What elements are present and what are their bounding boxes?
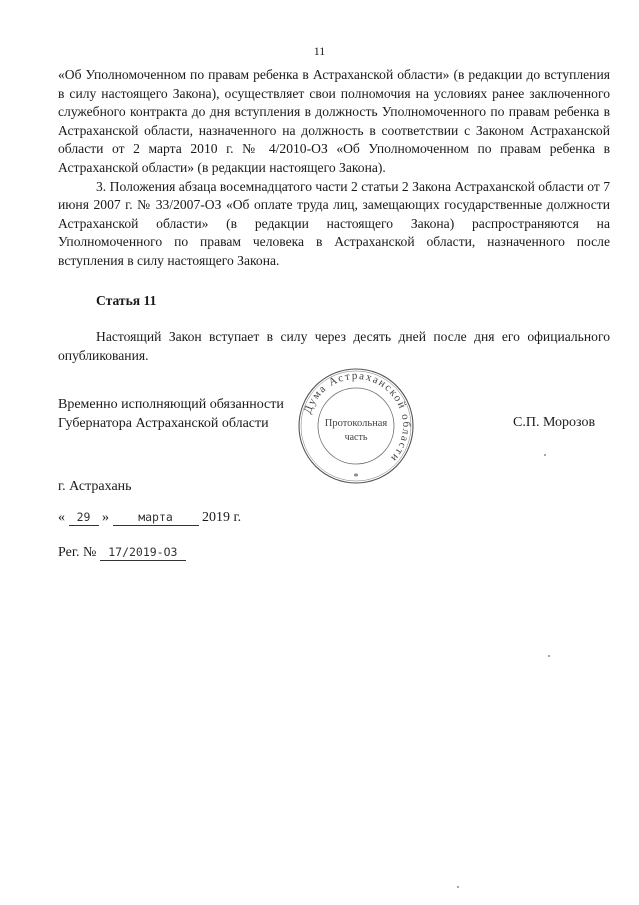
- signatory-position: [58, 396, 284, 433]
- signing-date: [58, 510, 241, 526]
- position-line-1: Временно исполняющий обязанности: [58, 397, 284, 412]
- paragraph-entry-into-force: Настоящий Закон вступает в силу через десять дней после дня его официального опубликования.: [58, 329, 610, 363]
- scan-speck: [544, 454, 546, 456]
- law-text: [58, 66, 610, 365]
- date-close-quote: »: [102, 510, 109, 525]
- date-year: 2019 г.: [202, 510, 242, 525]
- stamp-center-line-1: Протокольная: [324, 418, 388, 429]
- article-title: Статья 11: [96, 292, 157, 308]
- position-line-2: Губернатора Астраханской области: [58, 415, 269, 431]
- paragraph-continuation: «Об Уполномоченном по правам ребенка в Астраханской области» (в редакции до вступления в силу настоящего Закона), осуществляет свои полномочия на условиях ранее заключенного служебного контракта до дня вступления в должность Уполномоченного по правам ребенка в Астраханской области, назначенного на должность в соответствии с Законом Астраханской области от 2 марта 2010 г. № 4/2010-ОЗ «Об Уполномоченном по правам ребенка в Астраханской области» (в редакции настоящего Закона).: [58, 67, 610, 175]
- stamp-center-line-2: часть: [344, 432, 368, 443]
- page-number: 11: [313, 44, 326, 58]
- scan-speck: [457, 886, 459, 888]
- date-open-quote: «: [58, 510, 65, 525]
- registration-number: [58, 545, 186, 561]
- stamp-star: *: [353, 472, 359, 483]
- scan-speck: [548, 655, 550, 657]
- registration-value: 17/2019-ОЗ: [100, 545, 186, 561]
- signatory-name: С.П. Морозов: [513, 415, 596, 430]
- official-stamp-seal: [296, 366, 416, 486]
- date-month: марта: [113, 510, 199, 526]
- paragraph-item-3: 3. Положения абзаца восемнадцатого части 2 статьи 2 Закона Астраханской области от 7 июня 2007 г. № 33/2007-ОЗ «Об оплате труда лиц, замещающих государственные должности Астраханской области» (в редакции настоящего Закона) распространяются на Уполномоченного по правам человека в Астраханской области, назначенного после вступления в силу настоящего Закона.: [58, 178, 610, 268]
- registration-label: Рег. №: [58, 545, 97, 560]
- place-of-signing: г. Астрахань: [58, 479, 132, 494]
- date-day: 29: [69, 510, 99, 526]
- stamp-ring-text: Дума Астраханской области: [301, 369, 413, 465]
